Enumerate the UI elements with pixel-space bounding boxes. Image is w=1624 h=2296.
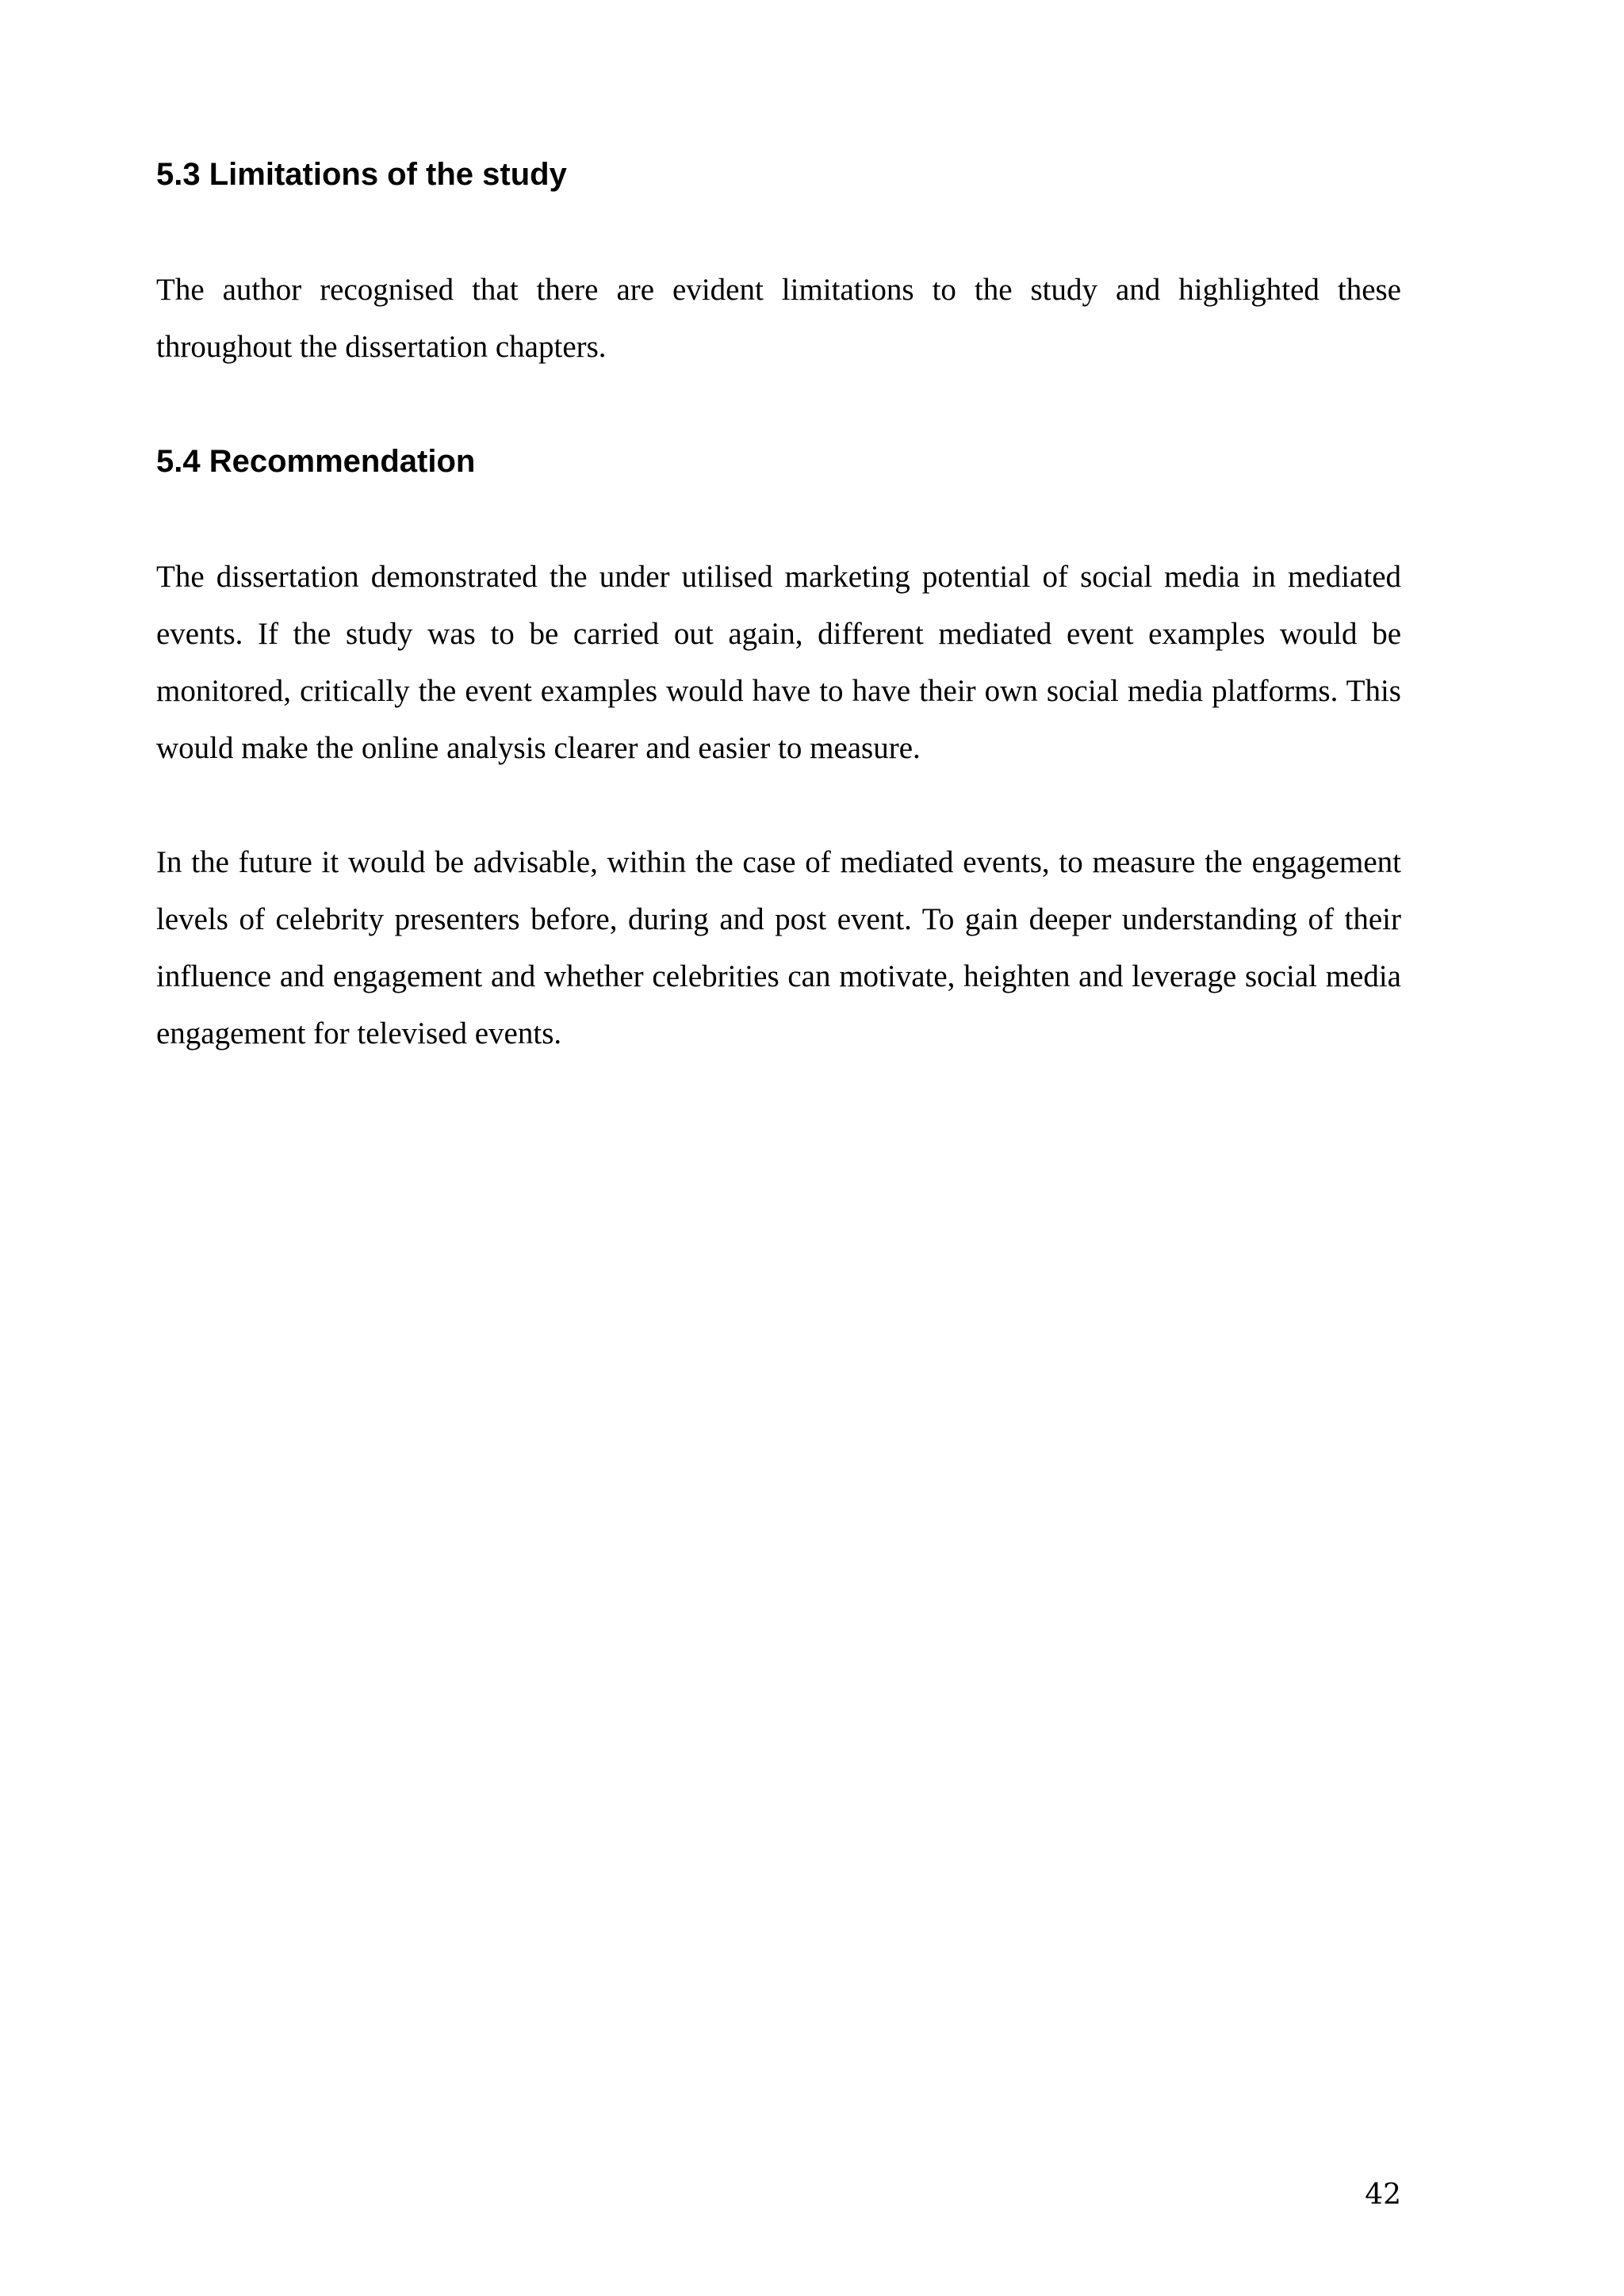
paragraph-recommendation-1: The dissertation demonstrated the under utilised marketing potential of social media in mediated events. If the study was to be carried out again, different mediated event examples would be monitored, critically the event examples would have to have their own social media platforms. This would make the online analysis clearer and easier to measure.: [156, 560, 1401, 765]
section-heading-recommendation: 5.4 Recommendation: [156, 444, 476, 479]
paragraph-limitations: The author recognised that there are evident limitations to the study and highlighted these throughout the dissertation chapters.: [156, 273, 1401, 364]
page-number: 42: [1365, 2179, 1401, 2211]
page-content: [156, 151, 1401, 1062]
paragraph-recommendation-2: In the future it would be advisable, within the case of mediated events, to measure the engagement levels of celebrity presenters before, during and post event. To gain deeper understanding of their influence and engagement and whether celebrities can motivate, heighten and leverage social media engagement for televised events.: [156, 845, 1401, 1050]
section-heading-limitations: 5.3 Limitations of the study: [156, 157, 567, 192]
